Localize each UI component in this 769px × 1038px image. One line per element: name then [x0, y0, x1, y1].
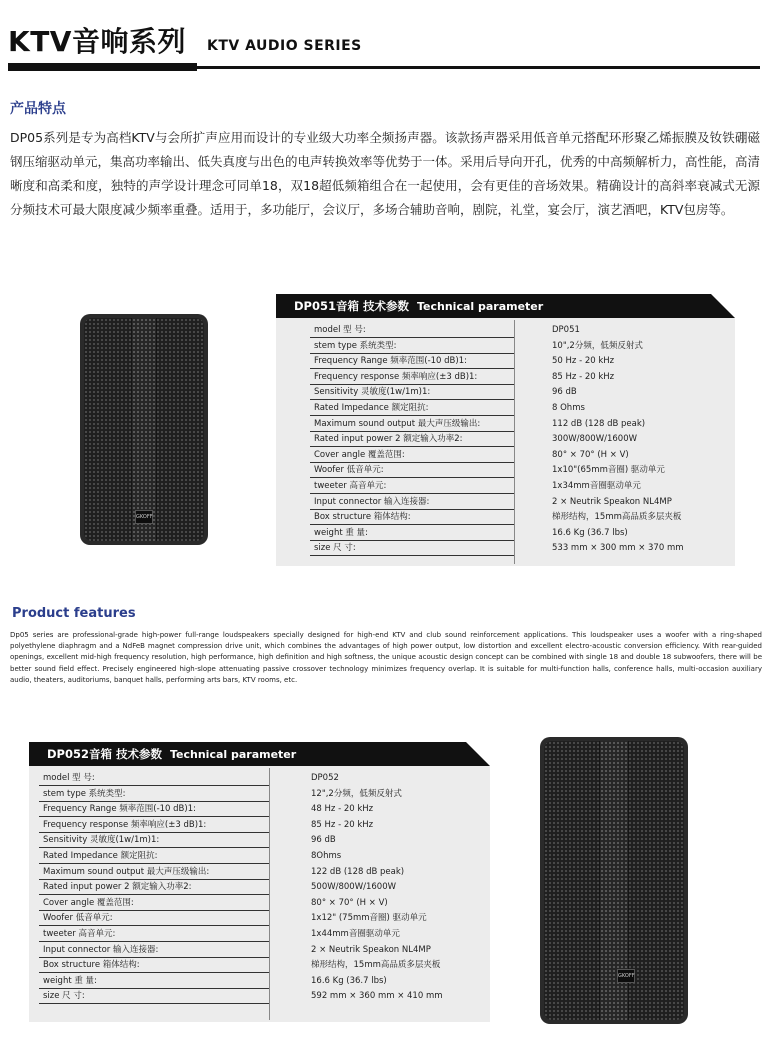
spec-row: [276, 433, 735, 449]
spec-label: Rated Impedance 额定阻抗:: [39, 850, 269, 864]
spec-label: size 尺 寸:: [39, 990, 269, 1004]
spec-value: DP051: [552, 325, 580, 335]
dp052-title-cn: DP052音箱 技术参数: [47, 747, 162, 761]
spec-label: Cover angle 覆盖范围:: [310, 449, 514, 463]
spec-row: [276, 340, 735, 356]
page-title: KTV音响系列: [8, 25, 186, 58]
spec-row: [29, 819, 490, 835]
spec-label: Frequency response 频率响应(±3 dB)1:: [310, 371, 514, 385]
spec-value: 300W/800W/1600W: [552, 434, 638, 445]
spec-label: stem type 系统类型:: [310, 340, 514, 354]
features-text-cn: DP05系列是专为高档KTV与会所扩声应用而设计的专业级大功率全频扬声器。该款扬声器采用低音单元搭配环形聚乙烯振膜及钕铁硼磁钢压缩驱动单元，集高功率输出、低失真度与出色的电声转换效率等优势于一体。采用后导向开孔，优秀的中高频解析力，高性能，高清晰度和高柔和度，独特的声学设计理念可同单18，双18超低频箱组合在一起使用，会有更佳的音场效果。精确设计的高斜率衰减式无源分频技术可最大限度减少频率重叠。适用于，多功能厅，会议厅，多场合辅助音响，剧院，礼堂，宴会厅，演艺酒吧，KTV包房等。: [10, 130, 761, 217]
spec-value: 96 dB: [552, 387, 577, 398]
dp051-spec-table: [276, 294, 735, 566]
spec-value: 1x44mm音圈驱动单元: [311, 928, 400, 939]
spec-label: Woofer 低音单元:: [310, 464, 514, 478]
spec-label: Frequency Range 频率范围(-10 dB)1:: [310, 355, 514, 369]
spec-label: Sensitivity 灵敏度(1w/1m)1:: [310, 386, 514, 400]
dp051-title-cn: DP051音箱 技术参数: [294, 299, 409, 313]
dp052-speaker-image: [540, 737, 688, 1024]
spec-value: 2 × Neutrik Speakon NL4MP: [552, 496, 672, 507]
spec-value: DP052: [311, 773, 339, 783]
spec-row: [29, 803, 490, 819]
spec-label: model 型 号:: [39, 772, 269, 786]
spec-value: 80° × 70° (H × V): [311, 897, 388, 908]
spec-label: Rated input power 2 额定输入功率2:: [310, 433, 514, 447]
spec-value: 16.6 Kg (36.7 lbs): [311, 975, 387, 986]
spec-label: Input connector 输入连接器:: [310, 496, 514, 510]
spec-value: 96 dB: [311, 835, 336, 846]
spec-label: Frequency response 频率响应(±3 dB)1:: [39, 819, 269, 833]
spec-label: Rated Impedance 额定阻抗:: [310, 402, 514, 416]
spec-value: 1x10"(65mm音圈) 驱动单元: [552, 465, 665, 476]
spec-label: Rated input power 2 额定输入功率2:: [39, 881, 269, 895]
spec-value: 533 mm × 300 mm × 370 mm: [552, 543, 684, 554]
spec-value: 2 × Neutrik Speakon NL4MP: [311, 944, 431, 955]
spec-value: 8Ohms: [311, 850, 342, 861]
spec-row: [29, 990, 490, 1006]
page-header: [8, 14, 760, 74]
spec-value: 1x34mm音圈驱动单元: [552, 480, 641, 491]
spec-label: Maximum sound output 最大声压级输出:: [310, 418, 514, 432]
spec-row: [276, 480, 735, 496]
spec-value: 85 Hz - 20 kHz: [311, 819, 374, 830]
spec-row: [276, 542, 735, 558]
spec-label: weight 重 量:: [310, 527, 514, 541]
spec-value: 50 Hz - 20 kHz: [552, 356, 615, 367]
dp051-speaker-image: [80, 314, 208, 545]
dp052-spec-table: [29, 742, 490, 1022]
spec-value: 1x12" (75mm音圈) 驱动单元: [311, 913, 427, 924]
spec-row: [29, 928, 490, 944]
dp052-table-body: [29, 766, 490, 1022]
features-text-en: Dp05 series are professional-grade high-power full-range loudspeakers specially designed for high-end KTV and club sound reinforcement applications. This loudspeaker uses a woofer with a ring-shaped polyethylene diaphragm and a NdFeB magnet compression drive unit, which combines the advantages of high power output, low distortion and excellent electro-acoustic conversion efficiency. With rear-guided openings, excellent mid-high frequency resolution, high performance, high definition and high softness, the unique acoustic design concept can be combined with single 18 and double 18 subwoofers, there will be better sound field effect. Precisely engineered high-slope attenuating passive crossover technology minimizes frequency overlap. It is suitable for multi-function halls, conference halls, multi-occasion auxiliary audio, theaters, auditoriums, banquet halls, performing arts bars, KTV rooms, etc.: [10, 631, 762, 684]
header-rule-thick: [8, 63, 197, 71]
spec-row: [276, 371, 735, 387]
dp051-table-header: [276, 294, 735, 318]
dp051-title-en: Technical parameter: [416, 300, 544, 313]
features-heading-en: Product features: [12, 606, 136, 621]
spec-row: [29, 850, 490, 866]
spec-row: [29, 788, 490, 804]
spec-label: size 尺 寸:: [310, 542, 514, 556]
page-subtitle: KTV AUDIO SERIES: [207, 38, 362, 54]
spec-row: [276, 511, 735, 527]
spec-row: [29, 834, 490, 850]
brand-logo: GKOFF: [617, 969, 635, 983]
spec-row: [276, 355, 735, 371]
spec-value: 48 Hz - 20 kHz: [311, 804, 374, 815]
spec-row: [276, 464, 735, 480]
spec-row: [276, 386, 735, 402]
spec-row: [276, 449, 735, 465]
spec-label: stem type 系统类型:: [39, 788, 269, 802]
spec-row: [276, 527, 735, 543]
dp052-table-header: [29, 742, 490, 766]
spec-row: [29, 897, 490, 913]
spec-value: 592 mm × 360 mm × 410 mm: [311, 991, 443, 1002]
spec-label: Input connector 输入连接器:: [39, 944, 269, 958]
spec-value: 80° × 70° (H × V): [552, 449, 629, 460]
spec-row: [29, 881, 490, 897]
spec-value: 16.6 Kg (36.7 lbs): [552, 527, 628, 538]
spec-value: 梯形结构，15mm高品质多层夹板: [311, 960, 441, 971]
spec-label: Woofer 低音单元:: [39, 912, 269, 926]
spec-row: [29, 912, 490, 928]
spec-label: Cover angle 覆盖范围:: [39, 897, 269, 911]
spec-value: 12",2分频，低频反射式: [311, 788, 402, 799]
spec-label: weight 重 量:: [39, 975, 269, 989]
spec-label: tweeter 高音单元:: [39, 928, 269, 942]
spec-row: [276, 324, 735, 340]
dp052-title-en: Technical parameter: [169, 748, 297, 761]
spec-value: 112 dB (128 dB peak): [552, 418, 646, 429]
spec-row: [29, 866, 490, 882]
spec-row: [276, 402, 735, 418]
spec-label: tweeter 高音单元:: [310, 480, 514, 494]
features-heading-cn: 产品特点: [10, 101, 66, 117]
spec-row: [276, 496, 735, 512]
spec-label: Box structure 箱体结构:: [310, 511, 514, 525]
dp051-table-body: [276, 318, 735, 566]
spec-value: 梯形结构，15mm高品质多层夹板: [552, 512, 682, 523]
spec-row: [276, 418, 735, 434]
spec-label: Sensitivity 灵敏度(1w/1m)1:: [39, 834, 269, 848]
spec-row: [29, 944, 490, 960]
brand-logo: GKOFF: [135, 510, 153, 524]
spec-value: 8 Ohms: [552, 402, 585, 413]
spec-row: [29, 975, 490, 991]
spec-value: 85 Hz - 20 kHz: [552, 371, 615, 382]
spec-row: [29, 959, 490, 975]
spec-row: [29, 772, 490, 788]
spec-value: 10",2分频，低频反射式: [552, 340, 643, 351]
spec-label: Frequency Range 频率范围(-10 dB)1:: [39, 803, 269, 817]
header-rule-thin: [197, 66, 760, 69]
spec-value: 500W/800W/1600W: [311, 882, 397, 893]
spec-value: 122 dB (128 dB peak): [311, 866, 405, 877]
spec-label: model 型 号:: [310, 324, 514, 338]
spec-label: Box structure 箱体结构:: [39, 959, 269, 973]
spec-label: Maximum sound output 最大声压级输出:: [39, 866, 269, 880]
